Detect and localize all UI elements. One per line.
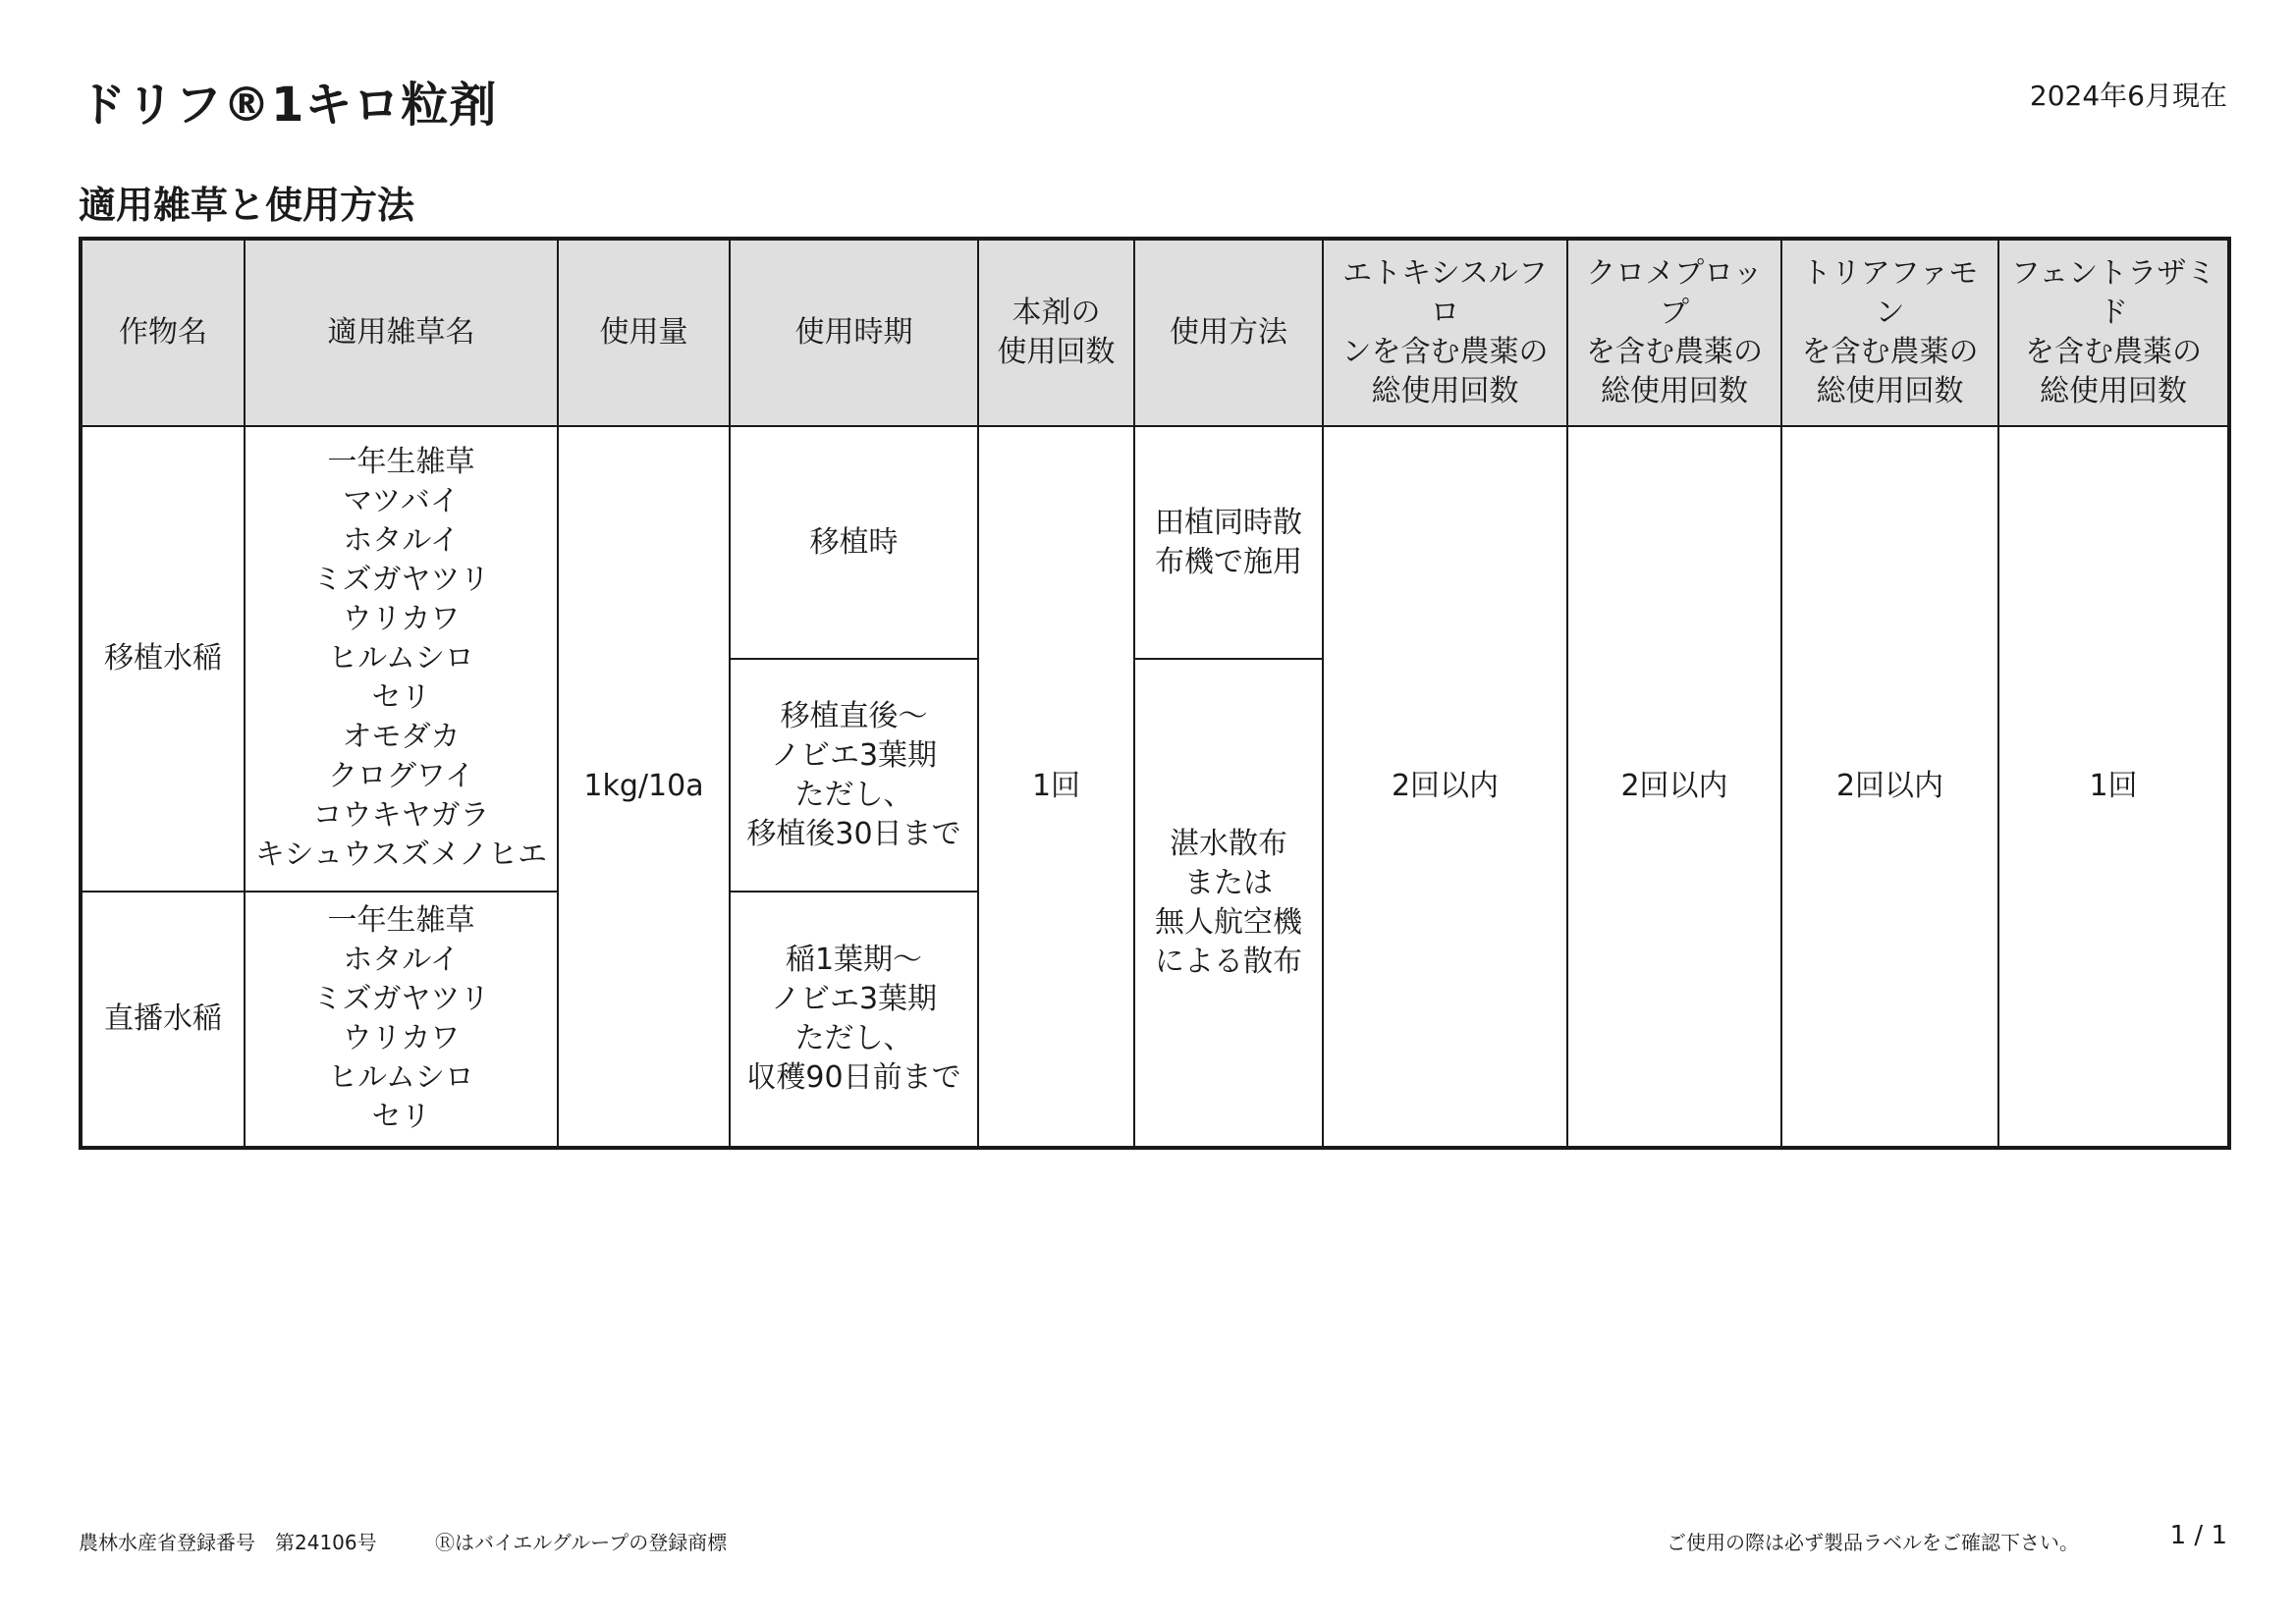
table-header-row [81, 239, 2229, 426]
timing-cell: 移植直後～ ノビエ3葉期 ただし、 移植後30日まで [730, 659, 978, 892]
total-cell: 1回 [1998, 426, 2229, 1148]
column-header-amount: 使用量 [558, 239, 730, 426]
table-row [81, 426, 2229, 659]
usage-table [79, 237, 2231, 1150]
date-label: 2024年6月現在 [2029, 80, 2227, 112]
crop-cell: 移植水稲 [81, 426, 245, 892]
total-cell: 2回以内 [1323, 426, 1567, 1148]
total-cell: 2回以内 [1567, 426, 1781, 1148]
column-header-timing: 使用時期 [730, 239, 978, 426]
timing-cell: 移植時 [730, 426, 978, 659]
column-header-method: 使用方法 [1134, 239, 1323, 426]
method-cell: 湛水散布 または 無人航空機 による散布 [1134, 659, 1323, 1148]
timing-cell: 稲1葉期～ ノビエ3葉期 ただし、 収穫90日前まで [730, 892, 978, 1148]
crop-cell: 直播水稲 [81, 892, 245, 1148]
column-header-weeds: 適用雑草名 [245, 239, 558, 426]
column-header-fentrazamide: フェントラザミド を含む農薬の 総使用回数 [1998, 239, 2229, 426]
method-cell: 田植同時散 布機で施用 [1134, 426, 1323, 659]
page-title: ドリフ®1キロ粒剤 [79, 78, 498, 133]
column-header-clomeprop: クロメプロップ を含む農薬の 総使用回数 [1567, 239, 1781, 426]
registration-number: 農林水産省登録番号 第24106号 [79, 1531, 377, 1554]
column-header-count: 本剤の 使用回数 [978, 239, 1134, 426]
label-notice: ご使用の際は必ず製品ラベルをご確認下さい。 [1667, 1531, 2079, 1554]
section-title: 適用雑草と使用方法 [79, 184, 415, 227]
count-cell: 1回 [978, 426, 1134, 1148]
weeds-cell: 一年生雑草 ホタルイ ミズガヤツリ ウリカワ ヒルムシロ セリ [245, 892, 558, 1148]
trademark-note: Ⓡはバイエルグループの登録商標 [435, 1531, 728, 1554]
column-header-crop: 作物名 [81, 239, 245, 426]
column-header-ethoxysulfuron: エトキシスルフロ ンを含む農薬の 総使用回数 [1323, 239, 1567, 426]
column-header-triafamone: トリアファモン を含む農薬の 総使用回数 [1781, 239, 1998, 426]
weeds-cell: 一年生雑草 マツバイ ホタルイ ミズガヤツリ ウリカワ ヒルムシロ セリ オモダカ クログワイ コウキヤガラ キシュウスズメノヒエ [245, 426, 558, 892]
amount-cell: 1kg/10a [558, 426, 730, 1148]
page-number: 1 / 1 [2169, 1521, 2227, 1550]
total-cell: 2回以内 [1781, 426, 1998, 1148]
